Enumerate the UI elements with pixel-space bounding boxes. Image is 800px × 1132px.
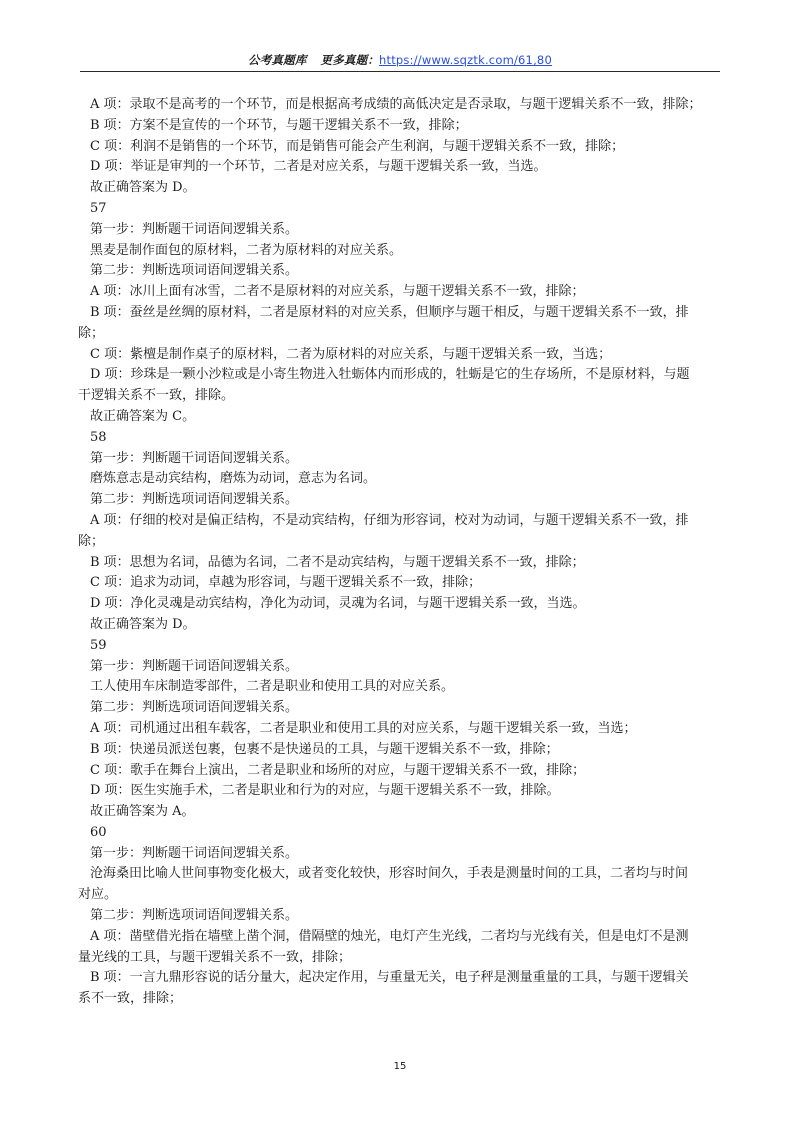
text-line [90,553,718,574]
text-line [90,781,718,802]
text-line-content: B 项：方案不是宣传的一个环节，与题干逻辑关系不一致，排除； [90,117,468,133]
text-line [90,740,718,761]
text-line-content: D 项：举证是审判的一个环节，二者是对应关系，与题干逻辑关系一致，当选。 [90,159,547,175]
text-line-content: 60 [90,824,107,840]
text-line [90,469,718,490]
text-line [90,490,718,511]
text-line [90,844,718,865]
text-line [90,220,718,241]
text-line-content: 黑麦是制作面包的原材料，二者为原材料的对应关系。 [90,242,403,258]
text-line [90,823,718,844]
text-line-content: 58 [90,429,107,445]
text-line [78,303,718,345]
text-line [90,573,718,594]
text-line [90,719,718,740]
text-line-content: A 项：录取不是高考的一个环节，而是根据高考成绩的高低决定是否录取，与题干逻辑关系不一致，排除； [90,97,702,112]
text-line-content: 故正确答案为 D。 [90,180,196,196]
text-line [90,615,718,636]
text-line-content: B 项：蚕丝是丝绸的原材料，二者是原材料的对应关系，但顺序与题干相反，与题干逻辑关系不一致，排 [90,304,689,320]
text-line-content: 故正确答案为 A。 [90,804,195,820]
document-body [78,95,718,1010]
text-line [90,698,718,719]
text-line-continuation: 对应。 [78,887,118,903]
page-header [80,52,720,68]
text-line [78,927,718,969]
text-line-continuation: 干逻辑关系不一致，排除。 [78,388,235,404]
text-line [90,116,718,137]
text-line [90,677,718,698]
text-line [90,407,718,428]
text-line-content: A 项：司机通过出租车载客，二者是职业和使用工具的对应关系，与题干逻辑关系一致，当选； [90,720,637,736]
text-line [90,178,718,199]
text-line-continuation: 系不一致，排除； [78,991,183,1007]
text-line-content: 第二步：判断选项词语间逻辑关系。 [90,492,299,508]
text-line [90,241,718,262]
text-line [90,594,718,615]
text-line [90,282,718,303]
header-rule [80,71,720,72]
text-line [90,657,718,678]
text-line-content: 故正确答案为 D。 [90,616,196,632]
text-line-content: C 项：追求为动词，卓越为形容词，与题干逻辑关系不一致，排除； [90,575,482,591]
text-line-content: D 项：净化灵魂是动宾结构，净化为动词，灵魂为名词，与题干逻辑关系一致，当选。 [90,596,586,612]
text-line-content: 第二步：判断选项词语间逻辑关系。 [90,908,299,924]
page-number: 15 [393,1061,407,1072]
text-line-content: 59 [90,637,107,653]
header-link[interactable]: https://www.sqztk.com/61,80 [379,53,552,67]
text-line-content: 第一步：判断题干词语间逻辑关系。 [90,450,299,466]
text-line-content: C 项：紫檀是制作桌子的原材料，二者为原材料的对应关系，与题干逻辑关系一致，当选； [90,346,612,362]
text-line-continuation: 除； [78,533,105,549]
text-line [78,511,718,553]
text-line-content: B 项：快递员派送包裹，包裹不是快递员的工具，与题干逻辑关系不一致，排除； [90,741,559,757]
text-line-content: 第一步：判断题干词语间逻辑关系。 [90,658,299,674]
text-line-content: A 项：凿壁借光指在墙壁上凿个洞，借隔壁的烛光，电灯产生光线，二者均与光线有关，但是电灯不是测 [90,928,689,944]
text-line [90,261,718,282]
text-line-content: 工人使用车床制造零部件，二者是职业和使用工具的对应关系。 [90,679,455,695]
text-line [90,137,718,158]
text-line-content: B 项：思想为名词，品德为名词，二者不是动宾结构，与题干逻辑关系不一致，排除； [90,554,585,570]
text-line [90,157,718,178]
text-line-content: C 项：歌手在舞台上演出，二者是职业和场所的对应，与题干逻辑关系不一致，排除； [90,762,586,778]
header-brand: 公考真题库 [248,53,307,67]
text-line-content: A 项：仔细的校对是偏正结构，不是动宾结构，仔细为形容词，校对为动词，与题干逻辑关系不一致，排 [90,512,689,528]
text-line [78,968,718,1010]
header-label: 更多真题： [320,53,380,67]
text-line-content: 沧海桑田比喻人世间事物变化极大，或者变化较快，形容时间久，手表是测量时间的工具，二者均与时间 [90,866,689,882]
text-line-content: 磨炼意志是动宾结构，磨炼为动词，意志为名词。 [90,471,377,487]
text-line-content: D 项：珍珠是一颗小沙粒或是小寄生物进入牡蛎体内而形成的，牡蛎是它的生存场所，不是原材料，与题 [90,367,690,383]
text-line [90,636,718,657]
text-line-content: 57 [90,200,107,216]
text-line [78,365,718,407]
text-line-content: B 项：一言九鼎形容说的话分量大，起决定作用，与重量无关，电子秤是测量重量的工具，与题干逻辑关 [90,970,689,986]
text-line [90,449,718,470]
text-line-content: 第一步：判断题干词语间逻辑关系。 [90,845,299,861]
text-line-content: A 项：冰川上面有冰雪，二者不是原材料的对应关系，与题干逻辑关系不一致，排除； [90,284,585,300]
text-line-content: D 项：医生实施手术，二者是职业和行为的对应，与题干逻辑关系不一致，排除。 [90,783,560,799]
text-line [90,906,718,927]
text-line [90,95,718,116]
text-line-continuation: 量光线的工具，与题干逻辑关系不一致，排除； [78,949,352,965]
text-line [90,802,718,823]
text-line [90,345,718,366]
text-line-continuation: 除； [78,325,105,341]
text-line-content: 第一步：判断题干词语间逻辑关系。 [90,221,299,237]
text-line-content: 故正确答案为 C。 [90,408,196,424]
text-line [78,864,718,906]
text-line-content: C 项：利润不是销售的一个环节，而是销售可能会产生利润，与题干逻辑关系不一致，排除； [90,138,625,154]
text-line [90,428,718,449]
text-line [90,761,718,782]
text-line-content: 第二步：判断选项词语间逻辑关系。 [90,263,299,279]
text-line-content: 第二步：判断选项词语间逻辑关系。 [90,700,299,716]
text-line [90,199,718,220]
